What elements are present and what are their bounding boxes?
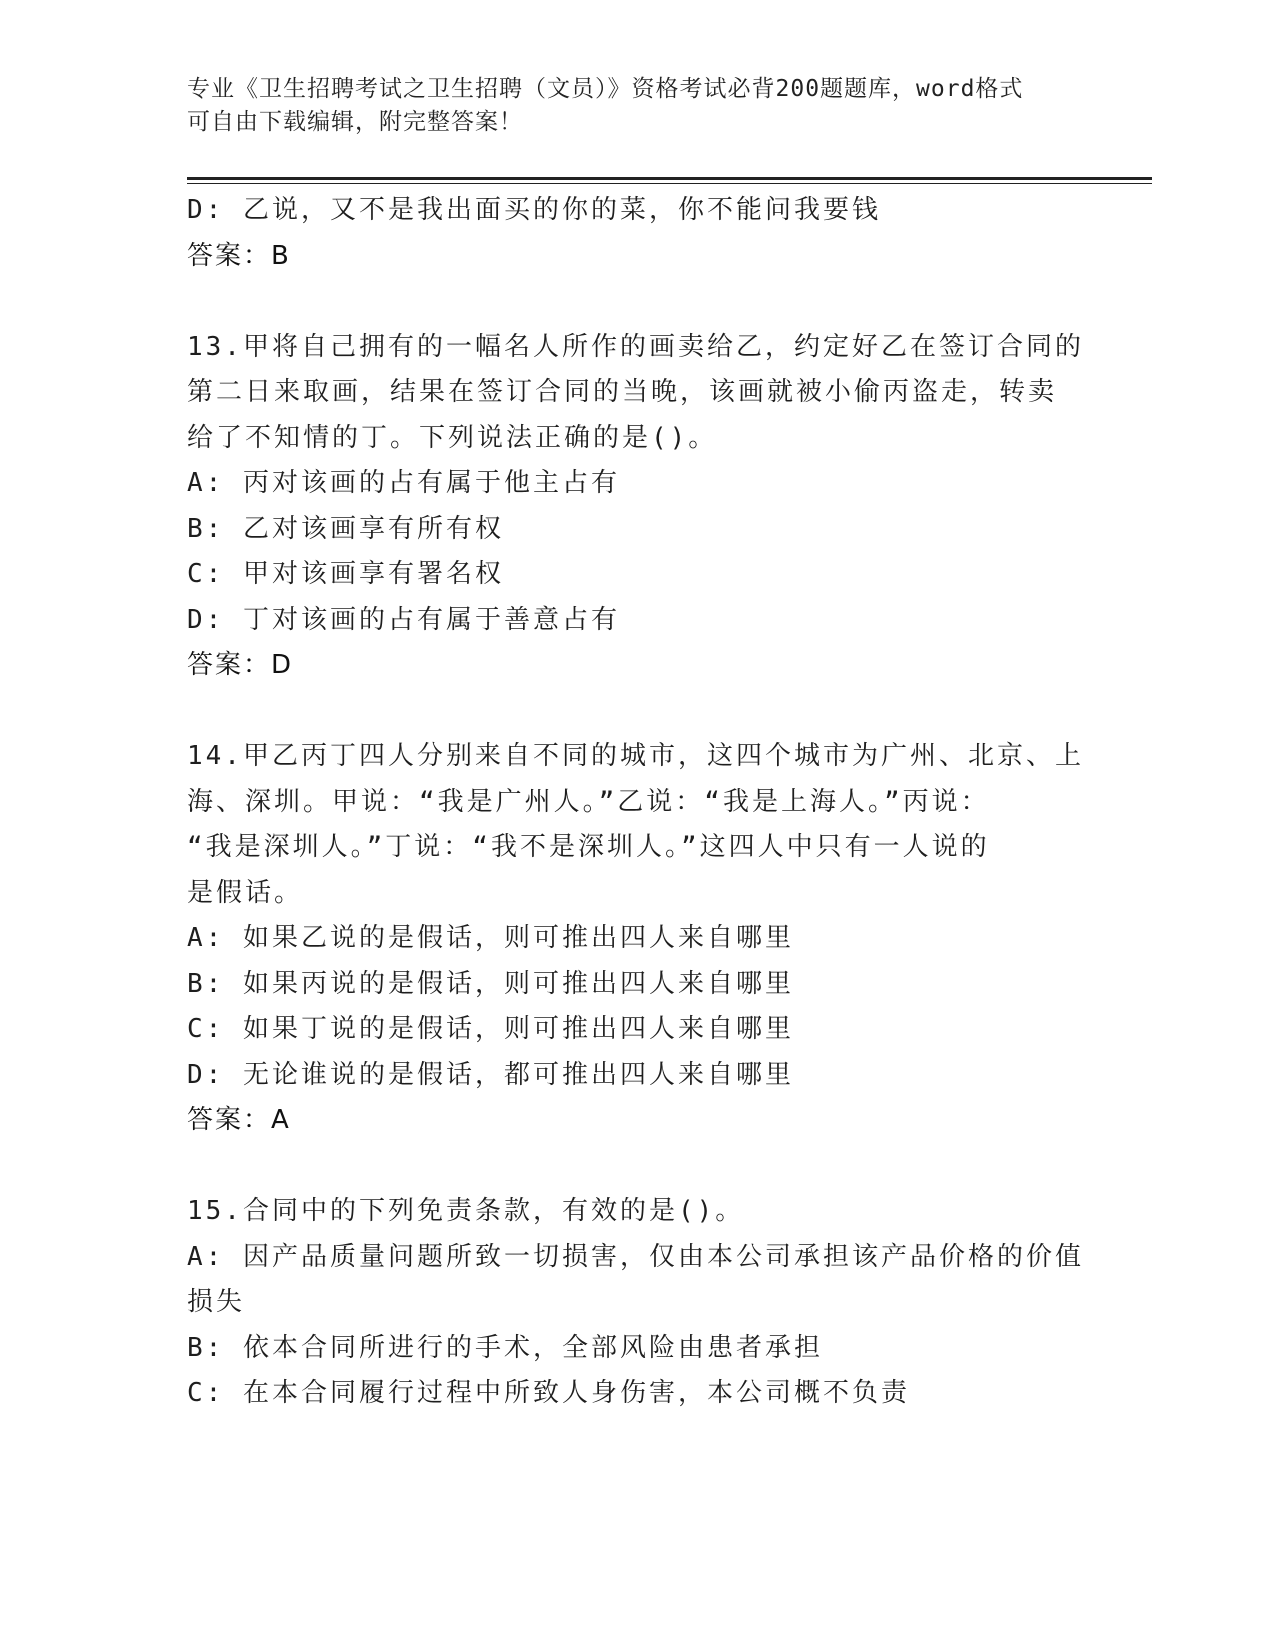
question-14-stem-line-2: 海、深圳。甲说：“我是广州人。”乙说：“我是上海人。”丙说：: [187, 786, 990, 817]
question-15-option-c: C: 在本合同履行过程中所致人身伤害，本公司概不负责: [187, 1378, 910, 1408]
question-13-stem-line-3: 给了不知情的丁。下列说法正确的是()。: [187, 422, 718, 453]
header-title-line-2: 可自由下载编辑，附完整答案！: [187, 109, 523, 135]
question-13-stem-line-1: 13.甲将自己拥有的一幅名人所作的画卖给乙，约定好乙在签订合同的: [187, 331, 1084, 362]
spacer: [187, 689, 1087, 735]
question-14-stem-line-1: 14.甲乙丙丁四人分别来自不同的城市，这四个城市为广州、北京、上: [187, 741, 1084, 771]
spacer: [187, 1144, 1087, 1190]
question-13: [187, 325, 1087, 689]
header-title-line-1: 专业《卫生招聘考试之卫生招聘（文员）》资格考试必背200题题库，word格式: [187, 76, 1024, 102]
question-15-option-b: B: 依本合同所进行的手术，全部风险由患者承担: [187, 1332, 823, 1363]
spacer: [187, 279, 1087, 325]
question-13-option-c: C: 甲对该画享有署名权: [187, 559, 504, 589]
question-15-option-a: A: 因产品质量问题所致一切损害，仅由本公司承担该产品价格的价值: [187, 1241, 1084, 1272]
question-15: [187, 1189, 1087, 1417]
document-body: [187, 188, 1087, 1417]
question-14: [187, 734, 1087, 1144]
question-13-answer: 答案：D: [187, 650, 294, 680]
header-divider-thin: [187, 183, 1152, 184]
question-13-option-b: B: 乙对该画享有所有权: [187, 513, 504, 544]
question-14-option-b: B: 如果丙说的是假话，则可推出四人来自哪里: [187, 968, 794, 999]
question-14-stem-line-3: “我是深圳人。”丁说：“我不是深圳人。”这四人中只有一人说的: [187, 832, 990, 862]
question-14-answer: 答案：A: [187, 1105, 291, 1135]
question-15-stem-line-1: 15.合同中的下列免责条款，有效的是()。: [187, 1196, 745, 1226]
question-15-option-a-continued: 损失: [187, 1287, 246, 1317]
question-14-option-c: C: 如果丁说的是假话，则可推出四人来自哪里: [187, 1014, 794, 1044]
question-12-answer: 答案：B: [187, 240, 291, 271]
question-14-option-a: A: 如果乙说的是假话，则可推出四人来自哪里: [187, 923, 794, 953]
question-13-option-d: D: 丁对该画的占有属于善意占有: [187, 604, 620, 635]
header-divider-thick: [187, 177, 1152, 180]
question-13-stem-line-2: 第二日来取画，结果在签订合同的当晚，该画就被小偷丙盗走，转卖: [187, 377, 1058, 407]
question-14-option-d: D: 无论谁说的是假话，都可推出四人来自哪里: [187, 1059, 794, 1090]
question-13-option-a: A: 丙对该画的占有属于他主占有: [187, 468, 620, 498]
question-12-option-d: D: 乙说，又不是我出面买的你的菜，你不能问我要钱: [187, 195, 881, 225]
document-header: [187, 73, 1087, 139]
question-12-tail: [187, 188, 1087, 279]
question-14-stem-line-4: 是假话。: [187, 877, 304, 908]
